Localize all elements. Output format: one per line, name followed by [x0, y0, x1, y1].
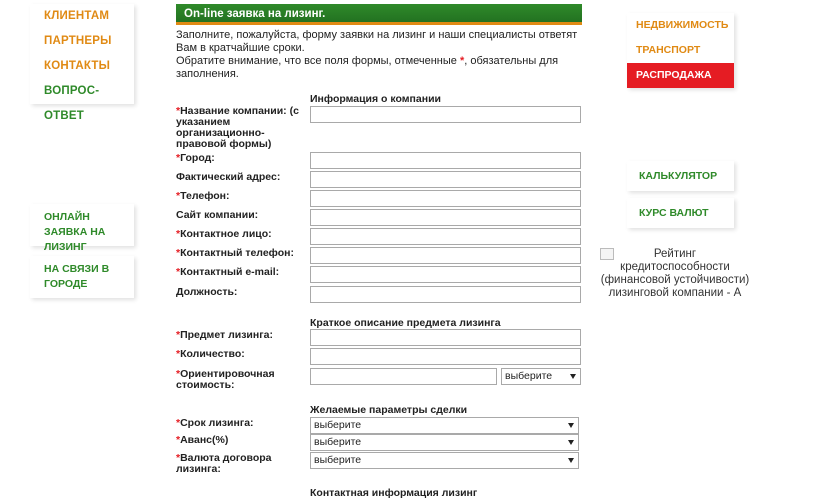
phone-input[interactable]: [310, 190, 581, 207]
section-contact-cut: Контактная информация лизинг: [310, 487, 478, 499]
form-header: On-line заявка на лизинг.: [176, 4, 582, 25]
label-company-name: *Название компании: (с указанием организационно-правовой формы): [176, 105, 299, 150]
calculator-link[interactable]: КАЛЬКУЛЯТОР: [627, 161, 734, 191]
label-city: *Город:: [176, 152, 215, 164]
menu-sale[interactable]: РАСПРОДАЖА: [627, 63, 734, 88]
label-approx-cost: *Ориентировочная стоимость:: [176, 368, 275, 391]
advance-value: выберите: [314, 436, 362, 448]
required-star: *: [459, 55, 465, 67]
term-select[interactable]: [310, 417, 579, 434]
intro-text-2: Обратите внимание, что все поля формы, отмеченные *, обязательны для заполнения.: [176, 55, 559, 80]
term-value: выберите: [314, 419, 362, 431]
left-menu: [30, 4, 134, 122]
in-touch-link[interactable]: НА СВЯЗИ В ГОРОДЕ: [30, 256, 134, 298]
contract-currency-value: выберите: [314, 454, 362, 466]
right-menu: [627, 13, 734, 88]
position-input[interactable]: [310, 286, 581, 303]
contract-currency-select[interactable]: [310, 452, 579, 469]
section-params: Желаемые параметры сделки: [310, 404, 468, 416]
label-actual-address: Фактический адрес:: [176, 171, 281, 183]
subject-input[interactable]: [310, 329, 581, 346]
online-application-link[interactable]: ОНЛАЙН ЗАЯВКА НА ЛИЗИНГ: [30, 204, 134, 246]
contact-person-input[interactable]: [310, 228, 581, 245]
website-input[interactable]: [310, 209, 581, 226]
section-subject: Краткое описание предмета лизинга: [310, 317, 501, 329]
label-subject: *Предмет лизинга:: [176, 329, 273, 341]
broken-image-icon: [600, 248, 614, 260]
contact-phone-input[interactable]: [310, 247, 581, 264]
advance-select[interactable]: [310, 434, 579, 451]
actual-address-input[interactable]: [310, 171, 581, 188]
label-contact-email: *Контактный e-mail:: [176, 266, 280, 278]
chevron-down-icon: [568, 440, 574, 445]
rating-alt-text: Рейтинг кредитоспособности (финансовой устойчивости) лизинговой компании - А: [600, 248, 750, 299]
label-contract-currency: *Валюта договора лизинга:: [176, 452, 272, 475]
label-term: *Срок лизинга:: [176, 417, 254, 429]
label-advance: *Аванс(%): [176, 434, 229, 446]
chevron-down-icon: [570, 374, 576, 379]
label-website: Сайт компании:: [176, 209, 259, 221]
quantity-input[interactable]: [310, 348, 581, 365]
rating-image: [600, 248, 750, 300]
section-company-info: Информация о компании: [310, 93, 441, 105]
menu-realty[interactable]: НЕДВИЖИМОСТЬ: [636, 19, 729, 31]
city-input[interactable]: [310, 152, 581, 169]
cost-currency-value: выберите: [505, 370, 553, 382]
label-quantity: *Количество:: [176, 348, 245, 360]
label-phone: *Телефон:: [176, 190, 230, 202]
company-name-input[interactable]: [310, 106, 581, 123]
menu-faq[interactable]: ВОПРОС-ОТВЕТ: [44, 85, 100, 122]
menu-transport[interactable]: ТРАНСПОРТ: [636, 44, 701, 56]
contact-email-input[interactable]: [310, 266, 581, 283]
currency-rates-link[interactable]: КУРС ВАЛЮТ: [627, 198, 734, 228]
menu-contacts[interactable]: КОНТАКТЫ: [44, 60, 111, 72]
label-position: Должность:: [176, 286, 238, 298]
chevron-down-icon: [568, 423, 574, 428]
menu-partners[interactable]: ПАРТНЕРЫ: [44, 35, 112, 47]
label-contact-phone: *Контактный телефон:: [176, 247, 294, 259]
approx-cost-input[interactable]: [310, 368, 497, 385]
chevron-down-icon: [568, 458, 574, 463]
cost-currency-select[interactable]: [501, 368, 581, 385]
intro-text-1: Заполните, пожалуйста, форму заявки на лизинг и наши специалисты ответят Вам в кратчайшие сроки.: [176, 29, 578, 54]
menu-clients[interactable]: КЛИЕНТАМ: [44, 10, 110, 22]
form-intro: [176, 29, 586, 81]
label-contact-person: *Контактное лицо:: [176, 228, 272, 240]
